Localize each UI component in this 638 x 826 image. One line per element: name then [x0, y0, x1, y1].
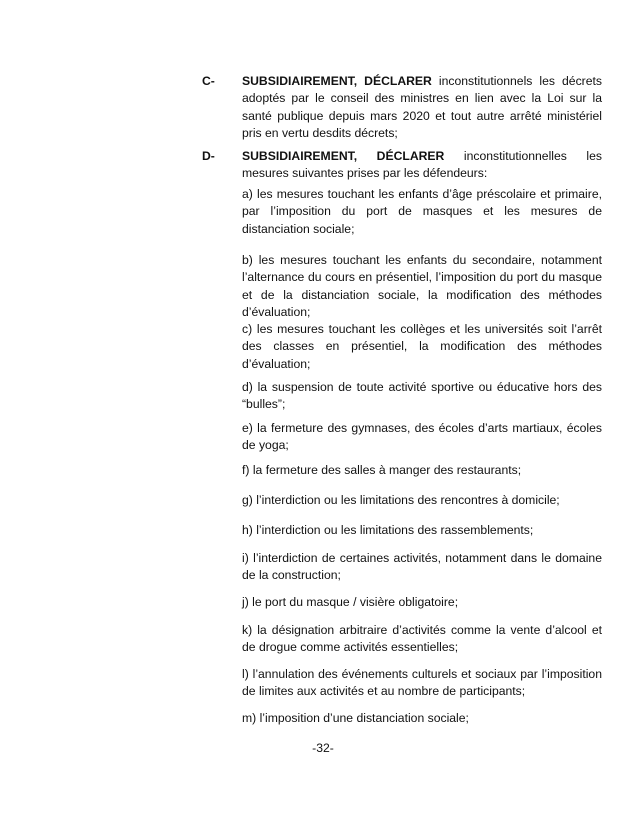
list-item-m: m) l’imposition d’une distanciation sociale;: [242, 711, 469, 725]
list-item-k: k) la désignation arbitraire d’activités comme la vente d’alcool et de drogue comme activités essentielles;: [242, 623, 602, 655]
section-c-body: [242, 73, 602, 143]
section-d-lead: SUBSIDIAIREMENT, DÉCLARER: [242, 149, 445, 163]
list-item-h: h) l’interdiction ou les limitations des rassemblements;: [242, 523, 534, 537]
section-c-text: inconstitutionnels les décrets adoptés par le conseil des ministres en lien avec la Loi sur la santé publique depuis mars 2020 et tout autre arrêté ministériel pris en vertu desdits décrets;: [242, 74, 602, 141]
list-item-c: c) les mesures touchant les collèges et les universités soit l’arrêt des classes en présentiel, la modification des méthodes d’évaluation;: [242, 322, 602, 371]
section-d-text: inconstitutionnelles les mesures suivantes prises par les défendeurs:: [242, 149, 602, 181]
list-item-g: g) l’interdiction ou les limitations des rencontres à domicile;: [242, 493, 560, 507]
section-c-letter: C-: [202, 74, 215, 88]
section-d-paragraph: [242, 148, 602, 183]
list-item-l: l) l’annulation des événements culturels et sociaux par l’imposition de limites aux activités et au nombre de participants;: [242, 667, 602, 699]
section-c-paragraph: [242, 73, 602, 143]
list-item-e: e) la fermeture des gymnases, des écoles d’arts martiaux, écoles de yoga;: [242, 421, 602, 453]
list-item-b: b) les mesures touchant les enfants du secondaire, notamment l’alternance du cours en présentiel, l’imposition du port du masque et de la distanciation sociale, la modification des méthodes d’évaluation;: [242, 253, 602, 320]
list-item-j: j) le port du masque / visière obligatoire;: [242, 595, 459, 609]
list-item-i: i) l’interdiction de certaines activités, notamment dans le domaine de la construction;: [242, 551, 602, 583]
list-item-f: f) la fermeture des salles à manger des restaurants;: [242, 463, 522, 477]
section-c-lead: SUBSIDIAIREMENT, DÉCLARER: [242, 74, 432, 88]
list-item-d: d) la suspension de toute activité sportive ou éducative hors des “bulles”;: [242, 380, 602, 412]
section-d-letter: D-: [202, 149, 215, 163]
list-item-a: a) les mesures touchant les enfants d’âge préscolaire et primaire, par l’imposition du port de masques et les mesures de distanciation sociale;: [242, 187, 602, 236]
page-number: -32-: [312, 741, 334, 755]
section-d-body: [242, 148, 602, 183]
